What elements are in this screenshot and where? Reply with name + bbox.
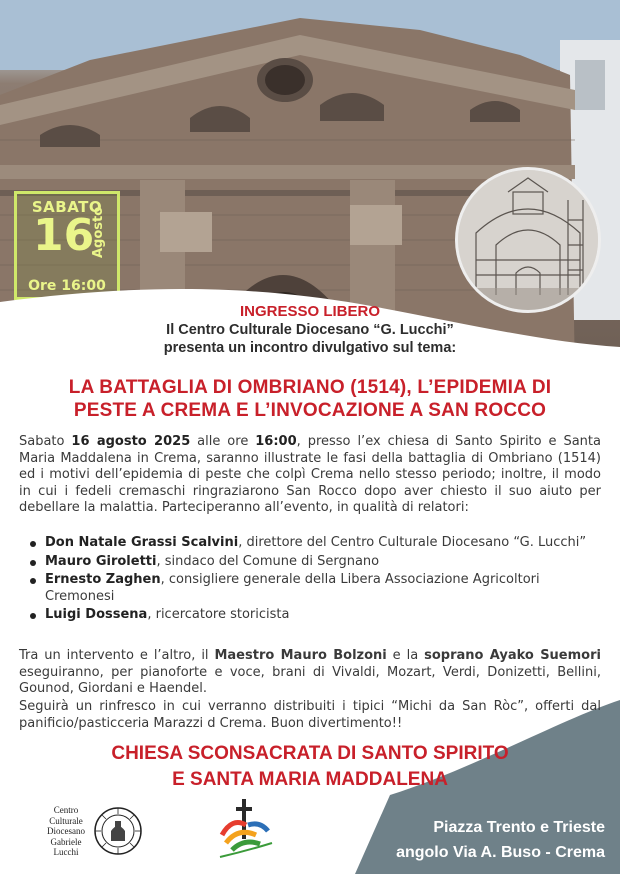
speaker-role: , direttore del Centro Culturale Diocesano “G. Lucchi”	[238, 535, 587, 550]
event-description	[19, 434, 601, 517]
maestro-name: Maestro Mauro Bolzoni	[214, 648, 387, 663]
venue-title-line-2: E SANTA MARIA MADDALENA	[172, 769, 448, 790]
speaker-role: , sindaco del Comune di Sergnano	[156, 553, 380, 569]
badge-day-name: SABATO	[31, 198, 103, 216]
centro-seal-icon	[93, 806, 143, 856]
centro-culturale-name	[40, 805, 92, 858]
music-text-b: e la	[386, 648, 425, 663]
list-item	[28, 554, 593, 571]
desc-time: 16:00	[255, 434, 297, 449]
event-title-line-2: PESTE A CREMA E L’INVOCAZIONE A SAN ROCCO	[73, 400, 547, 421]
centro-text-line: Gabriele	[50, 836, 82, 847]
centro-text-line: Centro	[53, 805, 79, 815]
centro-text-line: Lucchi	[53, 847, 79, 857]
speaker-role: , ricercatore storicista	[147, 607, 290, 622]
badge-time: Ore 16:00	[28, 278, 106, 294]
centro-text-line: Culturale	[49, 815, 83, 826]
intro-line-2: presenta un incontro divulgativo sul tema:	[163, 340, 457, 356]
speaker-name: Don Natale Grassi Scalvini	[45, 535, 239, 550]
list-item	[28, 535, 593, 552]
event-title-line-1: LA BATTAGLIA DI OMBRIANO (1514), L’EPIDEMIA DI	[68, 377, 552, 398]
address-line-1: Piazza Trento e Trieste	[433, 819, 605, 836]
desc-text-b: alle ore	[190, 434, 256, 449]
centro-text-line: Diocesano	[47, 826, 85, 836]
list-item	[28, 572, 593, 605]
desc-text-c: , presso l’ex chiesa di Santo Spirito e Santa Maria Maddalena in Crema, saranno illustrate le fasi della battaglia di Ombriano (1514) ed i motivi dell’epidemia di peste che colpì Crema nello stesso periodo; inoltre, il modo in cui i fedeli cremaschi ringraziarono San Rocco dopo aver chiesto il suo aiuto per debellare la malattia. Parteciperanno all’evento, in qualità di relatori:	[19, 434, 601, 515]
soprano-name: soprano Ayako Suemori	[424, 648, 601, 663]
badge-month: Agosto	[91, 206, 106, 258]
desc-date: 16 agosto 2025	[71, 434, 191, 449]
badge-day-number: 16	[33, 210, 95, 261]
desc-text-a: Sabato	[19, 434, 72, 449]
list-item	[28, 607, 593, 624]
speaker-name: Luigi Dossena	[45, 607, 148, 622]
event-title	[10, 376, 610, 422]
venue-address	[330, 815, 605, 865]
music-paragraph	[19, 648, 601, 698]
music-text-c: eseguiranno, per pianoforte e voce, brani di Vivaldi, Mozart, Verdi, Donizetti, Bellini, Gounod, Giordani e Haendel.	[19, 664, 601, 696]
jubilee-pellegrini-icon	[214, 795, 276, 861]
intro-block	[0, 302, 620, 357]
speaker-name: Ernesto Zaghen	[45, 572, 161, 587]
venue-title-line-1: CHIESA SCONSACRATA DI SANTO SPIRITO	[111, 743, 509, 764]
address-line-2: angolo Via A. Buso - Crema	[396, 844, 605, 861]
speaker-name: Mauro Giroletti	[45, 553, 157, 569]
speaker-role: , consigliere generale della Libera Associazione Agricoltori Cremonesi	[45, 572, 540, 604]
music-text-a: Tra un intervento e l’altro, il	[19, 648, 215, 663]
refreshment-paragraph: Seguirà un rinfresco in cui verranno distribuiti i tipici “Michi da San Ròc”, offerti dal panificio/pasticceria Marazzi d Crema. Buon divertimento!!	[19, 699, 601, 731]
free-entry-label: INGRESSO LIBERO	[239, 303, 381, 320]
intro-line-1: Il Centro Culturale Diocesano “G. Lucchi”	[166, 322, 454, 338]
venue-title	[0, 741, 620, 793]
speakers-list	[28, 535, 593, 626]
